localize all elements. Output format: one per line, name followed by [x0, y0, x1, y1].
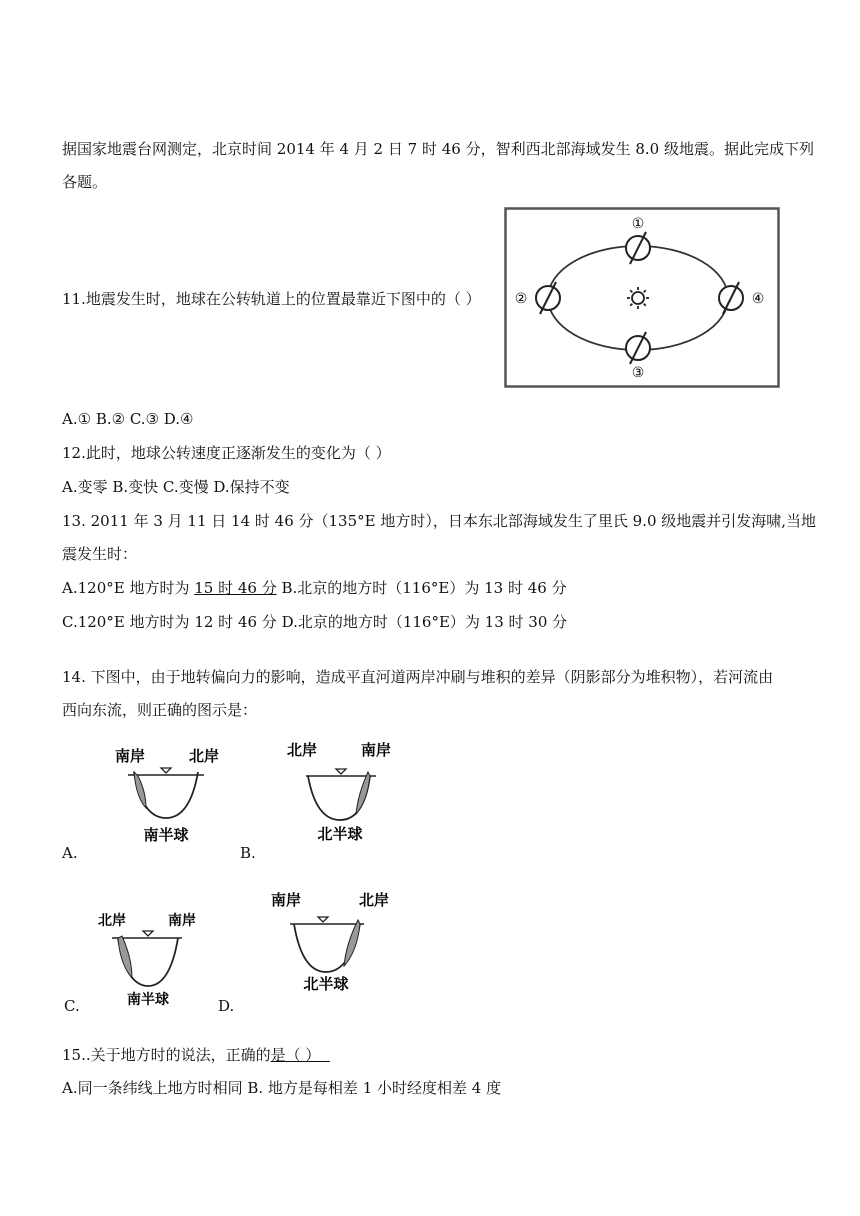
river-c-hemisphere: 南半球	[127, 992, 169, 1008]
q11-stem: 11.地震发生时，地球在公转轨道上的位置最靠近下图中的（ ）	[62, 290, 481, 308]
q13-stem-2: 震发生时：	[62, 545, 138, 563]
orbit-label-1: ①	[631, 216, 645, 232]
intro-line-1: 据国家地震台网测定，北京时间 2014 年 4 月 2 日 7 时 46 分，智利西北部海域发生 8.0 级地震。据此完成下列	[62, 140, 814, 158]
q15-options: A.同一条纬线上地方时相同 B. 地方是每相差 1 小时经度相差 4 度	[62, 1079, 502, 1097]
river-d-right-bank: 北岸	[358, 891, 390, 909]
option-d-letter: D.	[218, 997, 235, 1015]
orbit-label-3: ③	[631, 365, 645, 381]
q15-stem-underlined: 是（ ）	[270, 1046, 321, 1064]
q12-options: A.变零 B.变快 C.变慢 D.保持不变	[62, 478, 290, 496]
orbit-diagram	[504, 207, 780, 388]
river-b-hemisphere: 北半球	[317, 825, 363, 843]
q13-option-a-underlined: 15 时 46 分	[194, 579, 277, 597]
q13-options-cd: C.120°E 地方时为 12 时 46 分 D.北京的地方时（116°E）为 13 时 30 分	[62, 613, 568, 631]
option-b-letter: B.	[240, 844, 256, 862]
river-b-right-bank: 南岸	[360, 741, 392, 759]
river-diagram-b	[272, 736, 402, 844]
river-diagram-a	[104, 742, 234, 848]
option-a-letter: A.	[62, 844, 78, 862]
q13-option-a-prefix: A.120°E 地方时为	[62, 579, 195, 597]
river-diagram-d	[260, 884, 400, 996]
q15-stem-text: 15..关于地方时的说法，正确的	[62, 1046, 271, 1064]
q14-stem-1: 14. 下图中，由于地转偏向力的影响，造成平直河道两岸冲刷与堆积的差异（阴影部分为堆积物），若河流由	[62, 668, 774, 686]
option-c-letter: C.	[64, 997, 80, 1015]
river-c-right-bank: 南岸	[168, 913, 196, 929]
q13-stem-1: 13. 2011 年 3 月 11 日 14 时 46 分（135°E 地方时），日本东北部海域发生了里氏 9.0 级地震并引发海啸,当地	[62, 512, 817, 530]
river-b-left-bank: 北岸	[286, 741, 318, 759]
river-a-hemisphere: 南半球	[143, 826, 189, 844]
q15-stem	[62, 1045, 330, 1065]
river-a-right-bank: 北岸	[188, 747, 220, 765]
q14-stem-2: 西向东流，则正确的图示是：	[62, 701, 258, 719]
intro-line-2: 各题。	[62, 173, 108, 191]
river-d-left-bank: 南岸	[270, 891, 302, 909]
river-d-hemisphere: 北半球	[303, 975, 349, 993]
q13-option-b: B.北京的地方时（116°E）为 13 时 46 分	[276, 579, 567, 597]
q12-stem: 12.此时，地球公转速度正逐渐发生的变化为（ ）	[62, 444, 391, 462]
orbit-label-2: ②	[514, 291, 528, 307]
river-diagram-c	[90, 906, 210, 1010]
q11-options: A.① B.② C.③ D.④	[62, 410, 194, 428]
orbit-label-4: ④	[751, 291, 765, 307]
q13-options-ab	[62, 578, 567, 598]
river-c-left-bank: 北岸	[98, 913, 126, 929]
river-a-left-bank: 南岸	[114, 747, 146, 765]
